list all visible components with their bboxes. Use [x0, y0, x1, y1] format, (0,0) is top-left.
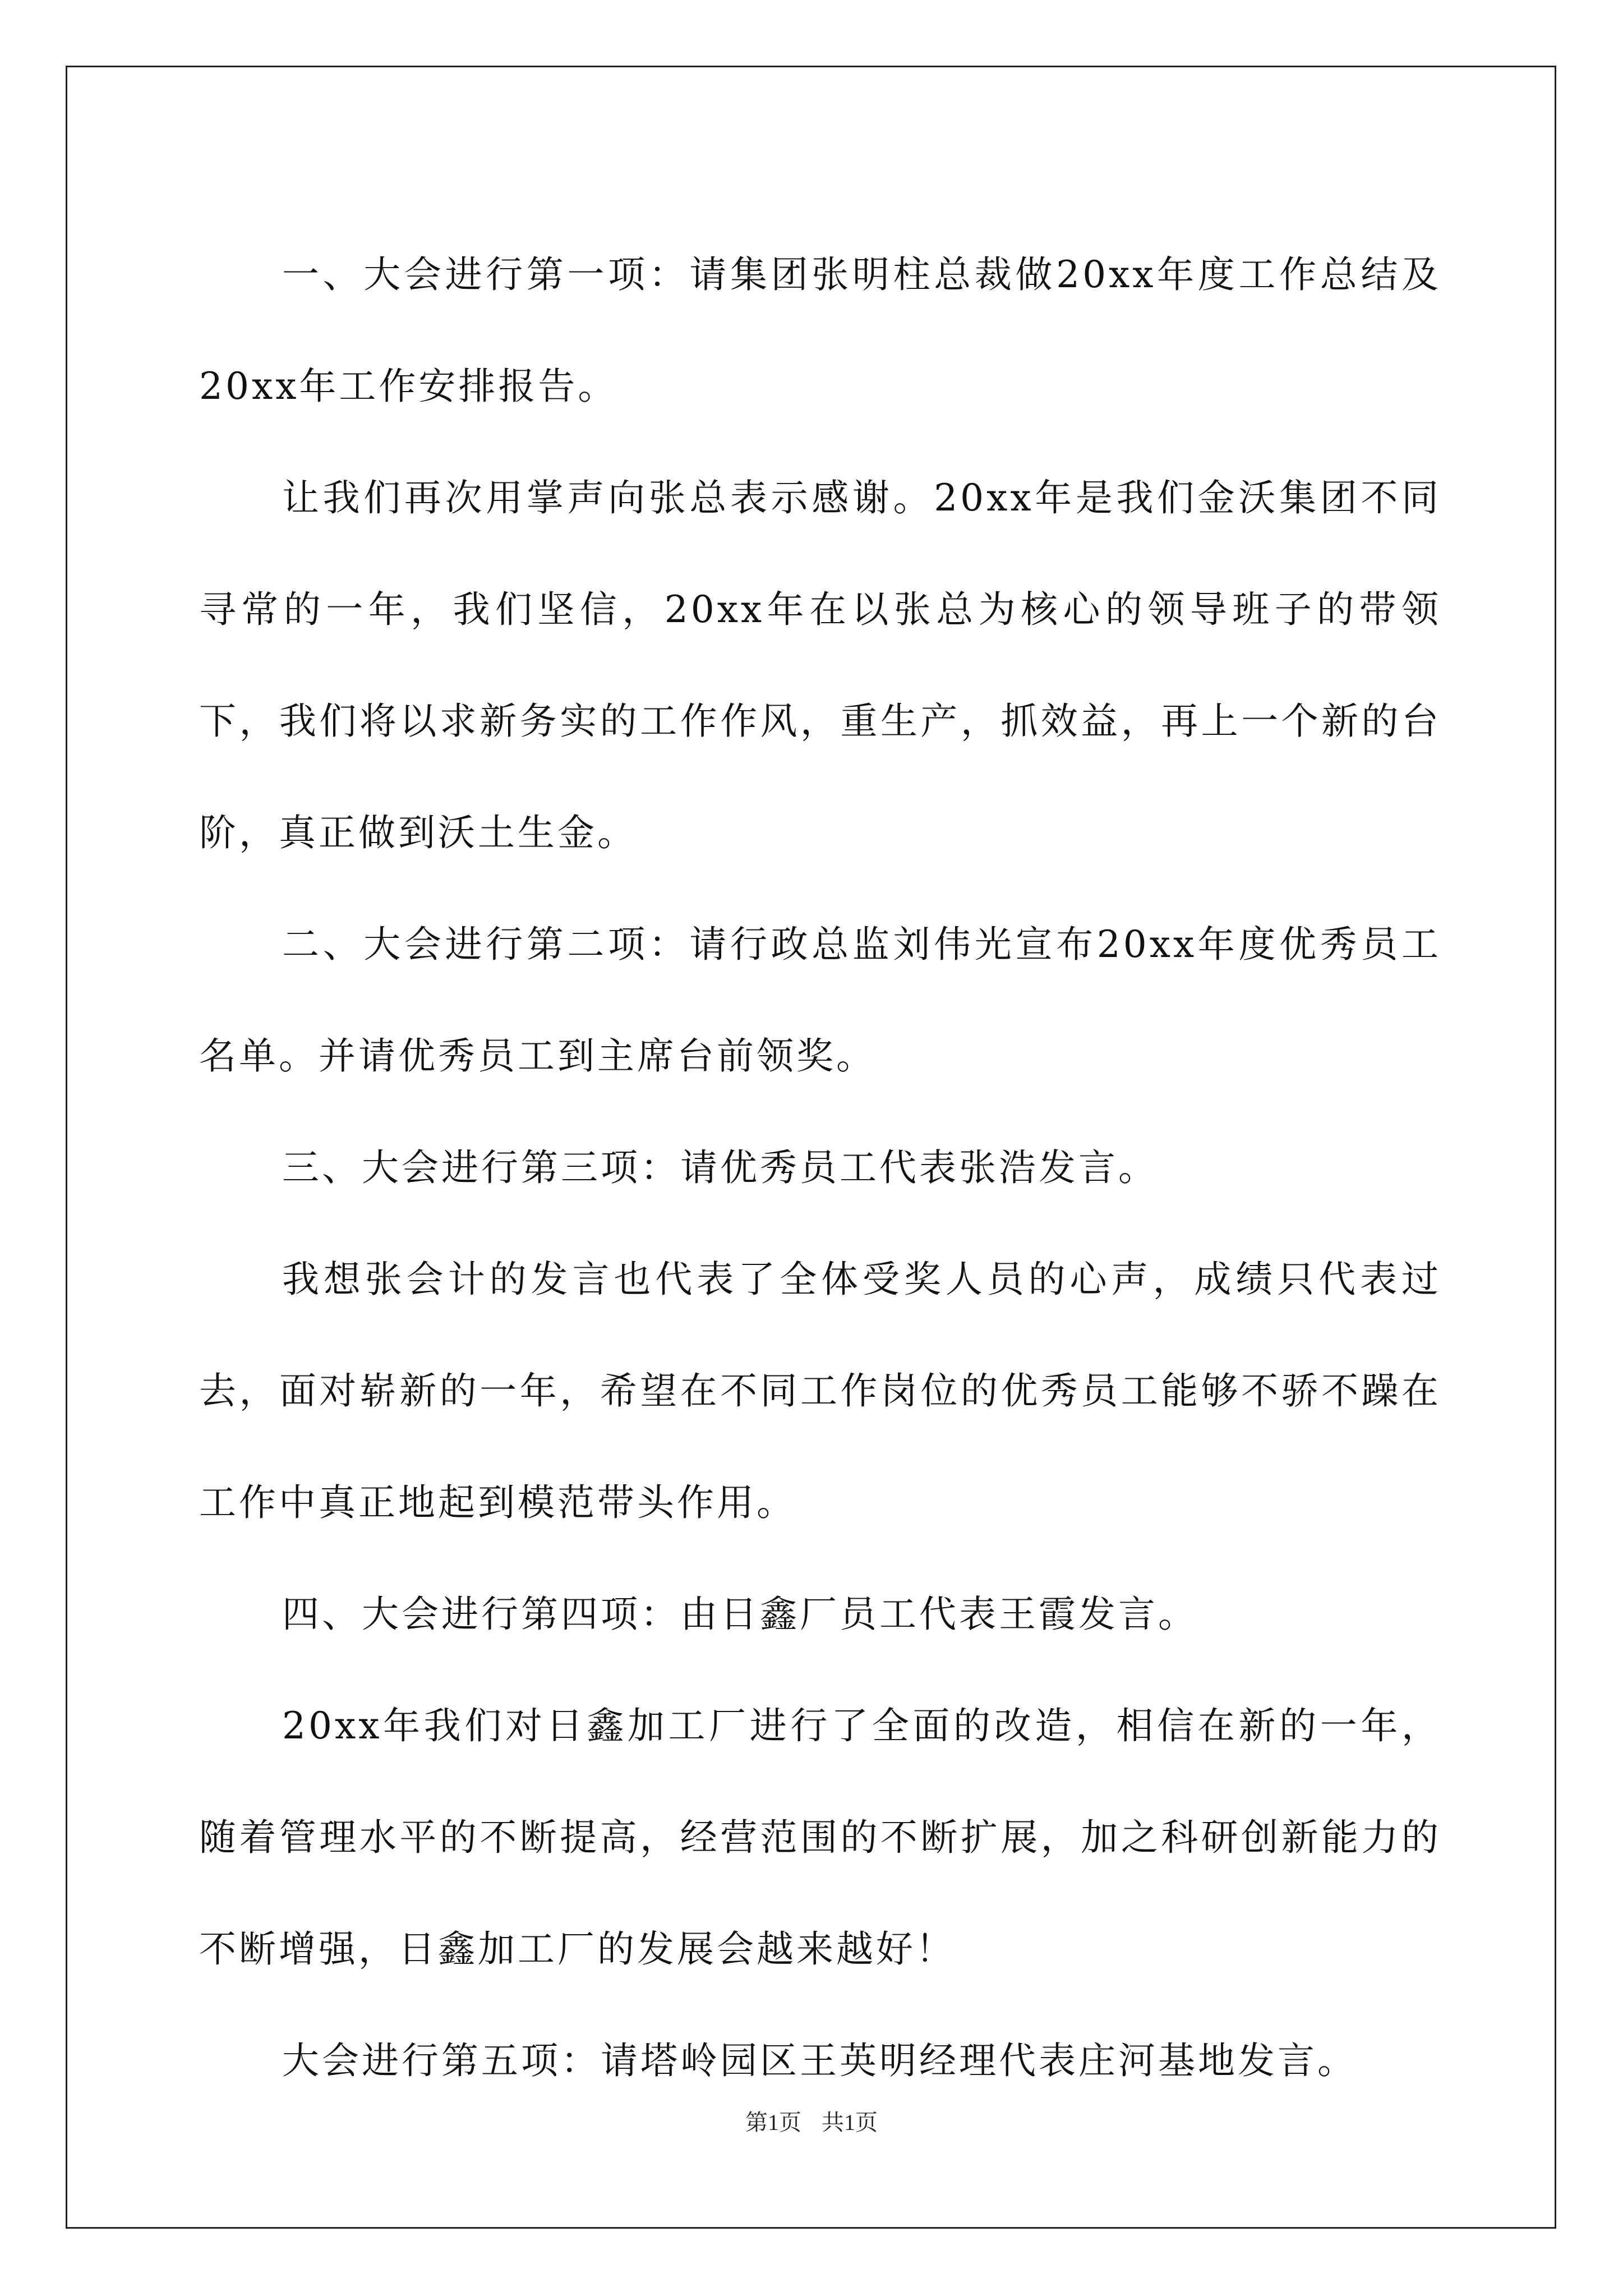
document-body [199, 219, 1441, 2116]
paragraph-item-3: 三、大会进行第三项：请优秀员工代表张浩发言。 [282, 1146, 1158, 1189]
page-number: 第1页 [745, 2110, 801, 2135]
paragraph-item-2: 二、大会进行第二项：请行政总监刘伟光宣布20xx年度优秀员工名单。并请优秀员工到主席台前领奖。 [199, 923, 1441, 1078]
page-footer [0, 2105, 1623, 2137]
paragraph-item-1: 一、大会进行第一项：请集团张明柱总裁做20xx年度工作总结及20xx年工作安排报告。 [199, 253, 1441, 408]
paragraph-item-4: 四、大会进行第四项：由日鑫厂员工代表王霞发言。 [282, 1593, 1198, 1636]
paragraph-thanks-1: 让我们再次用掌声向张总表示感谢。20xx年是我们金沃集团不同寻常的一年，我们坚信，20xx年在以张总为核心的领导班子的带领下，我们将以求新务实的工作作风，重生产，抓效益，再上一个新的台阶，真正做到沃土生金。 [199, 476, 1441, 854]
paragraph-item-5: 大会进行第五项：请塔岭园区王英明经理代表庄河基地发言。 [282, 2039, 1357, 2082]
paragraph-remark-3: 我想张会计的发言也代表了全体受奖人员的心声，成绩只代表过去，面对崭新的一年，希望在不同工作岗位的优秀员工能够不骄不躁在工作中真正地起到模范带头作用。 [199, 1258, 1441, 1524]
paragraph-remark-4: 20xx年我们对日鑫加工厂进行了全面的改造，相信在新的一年，随着管理水平的不断提高，经营范围的不断扩展，加之科研创新能力的不断增强，日鑫加工厂的发展会越来越好！ [199, 1704, 1441, 1971]
page-total: 共1页 [822, 2110, 878, 2135]
